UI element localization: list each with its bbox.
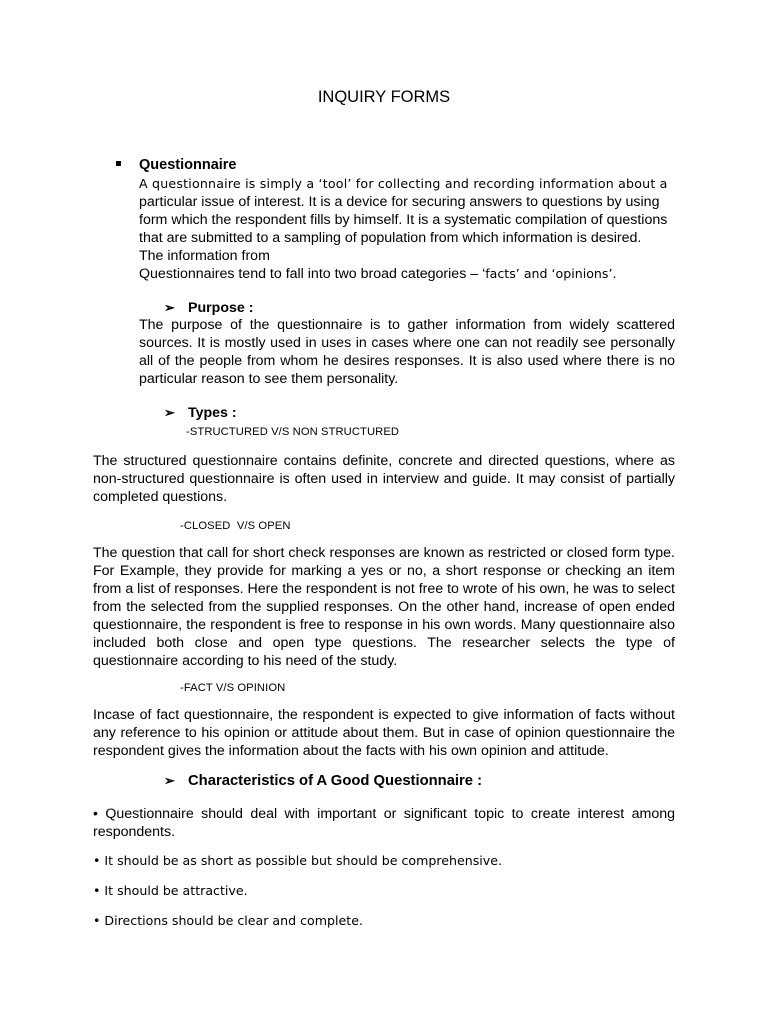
page-title: INQUIRY FORMS <box>317 88 451 106</box>
definition-line-5: The information from <box>139 248 270 264</box>
definition-line-2: particular issue of interest. It is a device for securing answers to questions by using <box>139 194 660 210</box>
categories-text-end: facts’ and ‘opinions’. <box>485 266 617 281</box>
characteristics-heading-label: Characteristics of A Good Questionnaire : <box>188 773 483 789</box>
definition-line-6 <box>139 265 675 283</box>
arrow-bullet-icon: ➢ <box>164 405 175 420</box>
structured-paragraph: The structured questionnaire contains definite, concrete and directed questions, where as non-structured questionnaire is often used in interview and guide. It may consist of partially completed questions. <box>93 453 675 505</box>
fact-opinion-paragraph: Incase of fact questionnaire, the respondent is expected to give information of facts without any reference to his opinion or attitude about them. But in case of opinion questionnaire the respondent gives the information about the facts with his own opinion and attitude. <box>93 707 675 759</box>
purpose-paragraph: The purpose of the questionnaire is to gather information from widely scattered sources. It is mostly used in uses in cases where one can not readily see personally all of the people from whom he desires responses. It is also used where there is no particular reason to see them personality. <box>139 317 675 387</box>
characteristic-point-1: • Questionnaire should deal with important or significant topic to create interest among respondents. <box>93 806 675 840</box>
characteristic-point-3: • It should be attractive. <box>93 883 248 898</box>
square-bullet-icon <box>116 161 121 166</box>
types-heading <box>164 404 237 422</box>
definition-line-3: form which the respondent fills by himself. It is a systematic compilation of questions <box>139 212 668 228</box>
definition-line-4: that are submitted to a sampling of population from which information is desired. <box>139 230 642 246</box>
arrow-bullet-icon: ➢ <box>164 300 175 315</box>
types-heading-label: Types : <box>188 405 237 421</box>
purpose-heading <box>164 299 253 317</box>
definition-line-1: A questionnaire is simply a ‘tool’ for collecting and recording information about a <box>139 176 668 191</box>
characteristic-point-4: • Directions should be clear and complete. <box>93 913 363 928</box>
questionnaire-definition <box>139 175 675 283</box>
purpose-heading-label: Purpose : <box>188 300 254 316</box>
closed-open-paragraph: The question that call for short check responses are known as restricted or closed form type. For Example, they provide for marking a yes or no, a short response or checking an item from a list of responses. Here the respondent is not free to wrote of his own, he was to select from the selected from the supplied responses. On the other hand, increase of open ended questionnaire, the respondent is free to response in his own words. Many questionnaire also included both close and open type questions. The researcher selects the type of questionnaire according to his need of the study. <box>93 545 675 669</box>
characteristics-heading <box>164 772 482 790</box>
questionnaire-heading: Questionnaire <box>139 157 237 173</box>
subheading-closed-open: -CLOSED V/S OPEN <box>180 520 291 532</box>
subheading-structured: -STRUCTURED V/S NON STRUCTURED <box>186 426 400 438</box>
categories-text: Questionnaires tend to fall into two broad categories – ‘ <box>139 266 486 282</box>
characteristic-point-2: • It should be as short as possible but should be comprehensive. <box>93 853 502 868</box>
arrow-bullet-icon: ➢ <box>164 773 175 788</box>
subheading-fact-opinion: -FACT V/S OPINION <box>180 682 286 694</box>
